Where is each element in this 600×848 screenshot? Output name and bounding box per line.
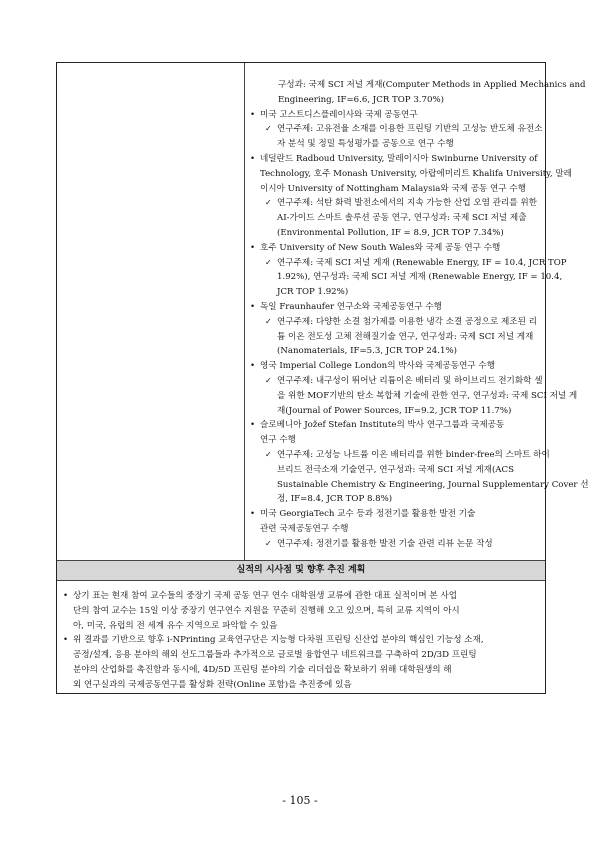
- summary-text-line: 외 연구실과의 국제공동연구를 활성화 전략(Online 포함)을 추진중에 있음: [73, 679, 352, 690]
- summary-text-line: 아, 미국, 유럽의 전 세계 유수 지역으로 파악할 수 있음: [73, 620, 278, 631]
- summary-text-line: 공정/설계, 응용 분야의 해외 선도그룹들과 추가적으로 글로벌 융합연구 네트워크를 구축하여 2D/3D 프린팅: [73, 650, 477, 661]
- summary-text-line: 분야의 산업화를 촉진함과 동시에, 4D/5D 프린팅 분야의 기술 리더쉽을 확보하기 위해 대학원생의 해: [73, 664, 452, 675]
- cell-text-line: 튬 이온 전도성 고체 전해질기술 연구, 연구성과: 국제 SCI 저널 게재: [277, 331, 534, 342]
- summary-text-line: • 상기 표는 현재 참여 교수들의 중장기 국제 공동 연구 연수 대학원생 교류에 관한 대표 실적이며 본 사업: [61, 589, 541, 604]
- cell-text-line: • 영국 Imperial College London의 박사와 국제공동연구 수행: [247, 359, 539, 374]
- section-header: 실적의 시사점 및 향후 추진 계획: [57, 560, 545, 581]
- cell-text-line: • 슬로베니아 Jožef Stefan Institute의 박사 연구그룹과 국제공동: [247, 418, 539, 433]
- cell-text-line: 관련 국제공동연구 수행: [260, 523, 349, 534]
- summary-block: [61, 589, 541, 693]
- cell-text-line: ✓ 연구주제: 정전기를 활용한 발전 기술 관련 리뷰 논문 작성: [247, 537, 539, 552]
- cell-text-line: Technology, 호주 Monash University, 아랍에미리트 Khalifa University, 말레: [260, 168, 572, 179]
- cell-text-line: 구성과: 국제 SCI 저널 게재(Computer Methods in Applied Mechanics and: [278, 80, 586, 90]
- cell-text-line: 1.92%), 연구성과: 국제 SCI 저널 게재 (Renewable Energy, IF = 10.4,: [277, 272, 563, 283]
- cell-text-line: ✓ 연구주제: 고유전율 소재를 이용한 프린팅 기반의 고성능 반도체 유전소: [247, 122, 539, 137]
- cell-text-line: (Environmental Pollution, IF = 8.9, JCR TOP 7.34%): [277, 227, 504, 238]
- cell-text-line: 정, IF=8.4, JCR TOP 8.8%): [277, 494, 393, 505]
- cell-text-line: 자 분석 및 정밀 특성평가를 공동으로 연구 수행: [277, 139, 454, 150]
- cell-text-line: (Nanomaterials, IF=5.3, JCR TOP 24.1%): [277, 346, 457, 357]
- cell-text-line: 브리드 전극소재 기술연구, 연구성과: 국제 SCI 저널 게재(ACS: [277, 464, 514, 475]
- cell-text-line: 재(Journal of Power Sources, IF=9.2, JCR TOP 11.7%): [277, 405, 512, 416]
- report-table: [56, 62, 589, 694]
- cell-text-line: • 네덜란드 Radboud University, 말레이시아 Swinburne University of: [247, 152, 539, 167]
- cell-text-line: AI-가이드 스마트 솔루션 공동 연구, 연구성과: 국제 SCI 저널 제출: [277, 213, 527, 224]
- cell-text-line: ✓ 연구주제: 다양한 소결 첨가제를 이용한 냉각 소결 공정으로 제조된 리: [247, 315, 539, 330]
- cell-text-line: • 독일 Fraunhaufer 연구소와 국제공동연구 수행: [247, 300, 539, 315]
- cell-text-line: Sustainable Chemistry & Engineering, Journal Supplementary Cover 선: [277, 479, 589, 490]
- cell-text-line: 연구 수행: [260, 435, 296, 446]
- cell-text-line: 을 위한 MOF기반의 탄소 복합체 기술에 관한 연구, 연구성과: 국제 SCI 저널 게: [277, 390, 578, 401]
- cell-text-line: • 미국 GeorgiaTech 교수 등과 정전기를 활용한 발전 기술: [247, 507, 539, 522]
- cell-text-line: 이시아 University of Nottingham Malaysia와 국제 공동 연구 수행: [260, 183, 526, 194]
- cell-text-line: • 호주 University of New South Wales와 국제 공동 연구 수행: [247, 241, 539, 256]
- cell-text-line: ✓ 연구주제: 석탄 화력 발전소에서의 지속 가능한 산업 오염 관리를 위한: [247, 196, 539, 211]
- column-divider: [244, 63, 245, 561]
- cell-text-line: Engineering, IF=6.6, JCR TOP 3.70%): [278, 94, 444, 105]
- cell-text-line: ✓ 연구주제: 국제 SCI 저널 게재 (Renewable Energy, IF = 10.4, JCR TOP: [247, 256, 539, 271]
- page-number: - 105 -: [282, 794, 318, 807]
- cell-text-line: • 미국 고스트디스플레이사와 국제 공동연구: [247, 108, 539, 123]
- cell-text-line: ✓ 연구주제: 내구성이 뛰어난 리튬이온 배터리 및 하이브리드 전기화학 셀: [247, 374, 539, 389]
- cell-text-line: ✓ 연구주제: 고성능 나트륨 이온 배터리를 위한 binder-free의 스마트 하이: [247, 448, 539, 463]
- summary-text-line: • 위 결과를 기반으로 향후 i-NPrinting 교육연구단은 지능형 다차원 프린팅 신산업 분야의 핵심인 기능성 소재,: [61, 633, 541, 648]
- summary-text-line: 단의 참여 교수는 15일 이상 중장기 연구연수 지원을 꾸준히 진행해 오고 있으며, 특히 교류 지역이 아시: [73, 605, 460, 616]
- cell-text-line: JCR TOP 1.92%): [277, 287, 349, 298]
- research-collaboration-cell: [247, 78, 589, 552]
